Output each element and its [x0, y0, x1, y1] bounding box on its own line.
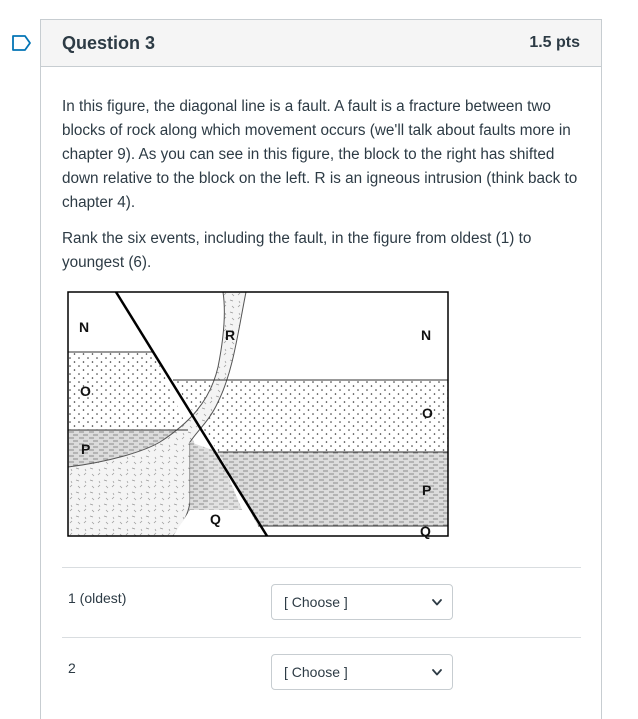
- select-value: [ Choose ]: [284, 594, 348, 610]
- chevron-down-icon: [432, 669, 442, 676]
- label-o-left: O: [80, 383, 91, 399]
- label-o-right: O: [422, 405, 433, 421]
- label-q-center: Q: [210, 511, 221, 527]
- label-p-right: P: [422, 482, 432, 498]
- question-title: Question 3: [62, 32, 156, 53]
- label-r: R: [225, 327, 236, 343]
- answer-row: [62, 567, 581, 637]
- flag-question-icon[interactable]: [11, 34, 33, 52]
- label-n-left: N: [79, 319, 90, 335]
- chevron-down-icon: [432, 599, 442, 606]
- question-paragraph-2: Rank the six events, including the fault, in the figure from oldest (1) to youngest (6).: [62, 230, 532, 271]
- question-body: [41, 67, 601, 275]
- answer-label: 1 (oldest): [68, 590, 127, 606]
- label-p-left: P: [81, 441, 91, 457]
- label-q-right: Q: [420, 523, 431, 539]
- question-points: 1.5 pts: [529, 34, 580, 51]
- label-n-right: N: [421, 327, 432, 343]
- question-card: [40, 19, 602, 719]
- answer-row: [62, 637, 581, 707]
- rank-2-select[interactable]: [271, 654, 453, 690]
- rank-1-select[interactable]: [271, 584, 453, 620]
- question-paragraph-1: In this figure, the diagonal line is a fault. A fault is a fracture between two blocks of rock along which movement occurs (we'll talk about faults more in chapter 9). As you can see in this figure, the block to the right has shifted down relative to the block on the left. R is an igneous intrusion (think back to chapter 4).: [62, 98, 578, 211]
- question-header: [41, 20, 601, 67]
- answer-list: [62, 567, 581, 707]
- answer-label: 2: [68, 660, 76, 676]
- geologic-cross-section-figure: [67, 291, 449, 539]
- select-value: [ Choose ]: [284, 664, 348, 680]
